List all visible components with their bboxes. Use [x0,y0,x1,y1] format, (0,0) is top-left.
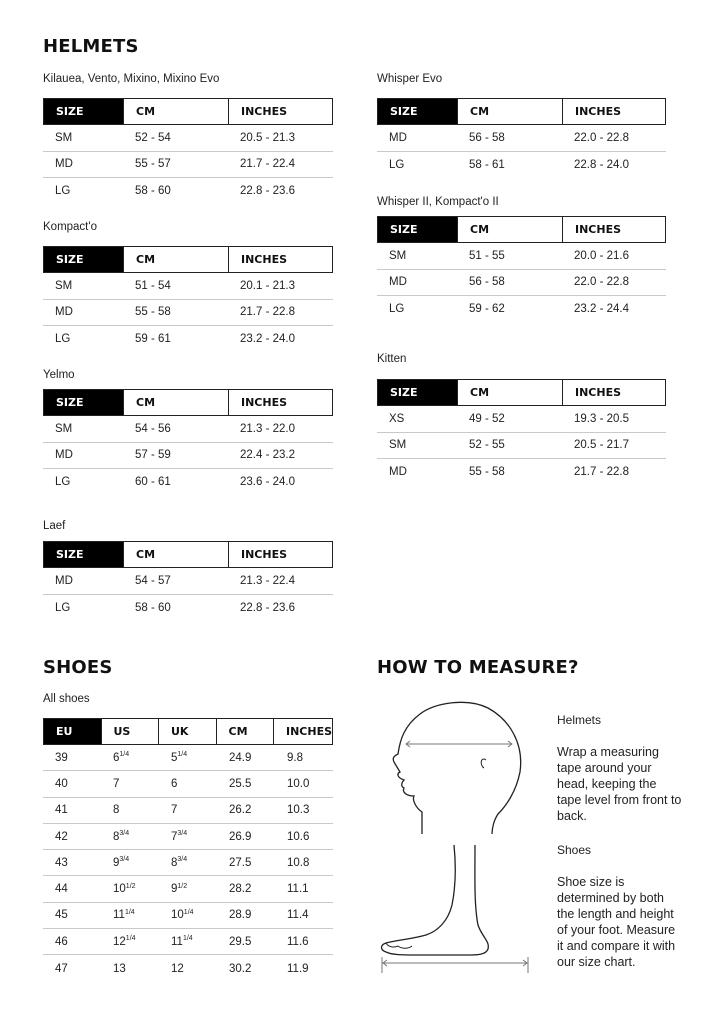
table-cell: 58 - 60 [135,601,171,614]
table-cell: XS [389,412,405,425]
table-cell-eu [43,850,101,875]
value: 10.0 [287,777,310,790]
shoe-size-table [43,718,333,982]
value: 7 [171,804,178,817]
table-cell-inches [275,903,333,928]
helmets-measure-title: Helmets [557,713,602,727]
column-header-size: SIZE [378,380,458,405]
table-cell-eu [43,745,101,770]
table-cell-uk [159,798,217,823]
table-row [43,568,333,595]
table-row [43,955,333,981]
table-cell: 23.6 - 24.0 [240,476,295,489]
fraction: 3/4 [177,830,188,838]
table-row [43,745,333,771]
column-header-cm: CM [124,542,229,567]
table-cell: 57 - 59 [135,449,171,462]
table-cell-inches [275,850,333,875]
table-cell: MD [55,158,73,171]
table-cell: 59 - 61 [135,333,171,346]
table-cell-us [101,824,159,849]
table-row [43,416,333,443]
table-row [43,178,333,205]
column-header-size: SIZE [378,99,458,124]
value: 28.2 [229,883,252,896]
table-cell: 21.7 - 22.8 [574,466,629,479]
table-cell: LG [55,476,71,489]
table-cell-inches [275,876,333,901]
helmet-group-title: Kompact'o [43,221,97,233]
column-header-size: SIZE [378,217,458,242]
value: 41 [55,804,68,817]
table-header [43,246,333,273]
table-cell-us [101,929,159,954]
table-cell-us [101,955,159,981]
table-cell: 55 - 58 [469,466,505,479]
value: 39 [55,751,68,764]
value: 6 [171,777,178,790]
column-header-inches: INCHES [241,105,288,118]
table-cell: 23.2 - 24.0 [240,333,295,346]
table-row [43,469,333,496]
table-cell-us [101,745,159,770]
table-cell-uk [159,903,217,928]
table-cell-cm [217,929,275,954]
helmet-group-title: Whisper Evo [377,73,443,85]
table-row [43,824,333,850]
table-row [43,125,333,152]
column-header-uk: UK [159,719,217,744]
helmet-size-table [377,216,666,323]
table-cell: 20.5 - 21.7 [574,439,629,452]
table-cell: MD [389,276,407,289]
table-row [43,771,333,797]
value: 45 [55,909,68,922]
table-cell: 56 - 58 [469,276,505,289]
table-cell-us [101,798,159,823]
value: 40 [55,777,68,790]
value: 10.8 [287,856,310,869]
table-row [377,125,666,152]
column-header-cm: CM [124,390,229,415]
table-cell: 20.1 - 21.3 [240,279,295,292]
table-cell: 22.0 - 22.8 [574,131,629,144]
helmet-size-table [43,246,333,353]
table-cell-uk [159,824,217,849]
table-cell: SM [389,249,407,262]
table-row [377,243,666,270]
table-row [377,296,666,323]
table-cell: MD [55,306,73,319]
value: 8 [113,804,120,817]
column-header-us: US [102,719,160,744]
column-header-inches: INCHES [241,548,288,561]
table-cell: 55 - 58 [135,306,171,319]
table-cell: 21.3 - 22.4 [240,574,295,587]
table-cell: LG [55,333,71,346]
table-cell: 56 - 58 [469,131,505,144]
value: 46 [55,935,68,948]
value: 11.1 [287,883,309,896]
value: 11 [113,909,125,922]
table-cell-eu [43,824,101,849]
table-cell: 20.5 - 21.3 [240,131,295,144]
table-cell: 55 - 57 [135,158,171,171]
helmets-measure-text: Wrap a measuring tape around your head, keeping the tape level from front to back. [557,745,682,823]
value: 26.9 [229,830,252,843]
table-cell-cm [217,824,275,849]
table-cell: 54 - 57 [135,574,171,587]
table-cell: 59 - 62 [469,303,505,316]
value: 25.5 [229,777,252,790]
helmets-heading: HELMETS [43,36,139,57]
table-cell-cm [217,771,275,796]
table-cell-us [101,903,159,928]
column-header-eu: EU [44,719,102,744]
table-cell-cm [217,798,275,823]
value: 11 [171,935,183,948]
column-header-inches: INCHES [241,396,288,409]
fraction: 1/4 [124,908,135,916]
fraction: 3/4 [119,830,130,838]
value: 10 [113,883,126,896]
helmet-size-table [43,389,333,496]
helmet-size-table [377,98,666,178]
column-header-size: SIZE [44,542,124,567]
table-cell-uk [159,955,217,981]
table-cell: 58 - 61 [469,158,505,171]
table-cell-cm [217,850,275,875]
shoes-measure-title: Shoes [557,843,592,857]
table-cell-eu [43,876,101,901]
value: 5 [171,751,178,764]
value: 9 [171,883,178,896]
shoes-heading: SHOES [43,657,113,678]
table-cell-eu [43,771,101,796]
table-cell: 49 - 52 [469,412,505,425]
table-cell-uk [159,929,217,954]
table-cell-inches [275,798,333,823]
table-row [43,876,333,902]
value: 11.4 [287,909,309,922]
table-row [43,798,333,824]
table-cell: 23.2 - 24.4 [574,303,629,316]
helmet-size-table [43,541,333,621]
value: 28.9 [229,909,252,922]
table-cell: 54 - 56 [135,422,171,435]
shoes-measure-text: Shoe size is determined by both the length and height of your foot. Measure it and compare it with our size chart. [557,875,676,969]
table-row [43,929,333,955]
table-cell-inches [275,771,333,796]
table-cell: SM [389,439,407,452]
table-cell: MD [55,574,73,587]
column-header-inches: INCHES [286,725,333,738]
table-row [43,850,333,876]
helmet-group-title: Laef [43,520,66,532]
table-cell: 21.7 - 22.8 [240,306,295,319]
table-cell: 22.8 - 23.6 [240,601,295,614]
table-cell: MD [389,131,407,144]
table-cell: SM [55,131,73,144]
value: 30.2 [229,962,252,975]
column-header-inches: INCHES [575,223,622,236]
value: 12 [113,935,126,948]
table-row [43,152,333,179]
table-row [43,595,333,622]
fraction: 1/4 [177,751,188,759]
value: 10.6 [287,830,310,843]
table-cell: 20.0 - 21.6 [574,249,629,262]
table-cell-uk [159,771,217,796]
head-measure-illustration [380,700,540,835]
value: 44 [55,883,68,896]
value: 10.3 [287,804,310,817]
shoes-subtitle: All shoes [43,693,90,705]
value: 8 [171,856,178,869]
helmet-size-table [43,98,333,205]
table-cell: 21.7 - 22.4 [240,158,295,171]
column-header-inches: INCHES [575,386,622,399]
column-header-size: SIZE [44,390,124,415]
table-header [377,216,666,243]
table-cell: 60 - 61 [135,476,171,489]
table-row [377,152,666,179]
column-header-inches: INCHES [241,253,288,266]
table-cell: 52 - 55 [469,439,505,452]
table-cell-uk [159,745,217,770]
table-header [377,379,666,406]
value: 9 [113,856,120,869]
table-cell: 51 - 55 [469,249,505,262]
helmet-group-title: Yelmo [43,369,75,381]
table-cell: 21.3 - 22.0 [240,422,295,435]
table-cell-inches [275,745,333,770]
table-cell: 52 - 54 [135,131,171,144]
column-header-cm: CM [458,380,563,405]
table-cell-cm [217,745,275,770]
value: 42 [55,830,68,843]
table-row [377,433,666,460]
table-header [43,389,333,416]
fraction: 1/4 [125,935,136,943]
column-header-size: SIZE [44,247,124,272]
table-cell-inches [275,955,333,981]
table-row [377,270,666,297]
table-row [43,903,333,929]
table-cell: LG [389,158,405,171]
column-header-cm: CM [124,99,229,124]
table-cell: SM [55,279,73,292]
table-cell-inches [275,929,333,954]
table-cell-cm [217,903,275,928]
value: 10 [171,909,184,922]
value: 11.9 [287,962,309,975]
table-row [377,459,666,486]
value: 7 [113,777,120,790]
helmet-group-title: Kilauea, Vento, Mixino, Mixino Evo [43,73,220,85]
table-cell: 19.3 - 20.5 [574,412,629,425]
value: 26.2 [229,804,252,817]
table-cell-us [101,850,159,875]
table-cell-eu [43,798,101,823]
column-header-cm: CM [217,719,275,744]
table-cell-us [101,876,159,901]
table-cell: LG [389,303,405,316]
table-cell: 51 - 54 [135,279,171,292]
value: 47 [55,962,68,975]
column-header-cm: CM [458,217,563,242]
table-row [43,300,333,327]
value: 6 [113,751,120,764]
table-header [43,718,333,745]
fraction: 3/4 [177,856,188,864]
value: 9.8 [287,751,303,764]
fraction: 1/2 [125,882,136,890]
table-header [43,541,333,568]
table-cell: SM [55,422,73,435]
table-cell-inches [275,824,333,849]
foot-measure-illustration [378,845,533,975]
helmet-group-title: Whisper II, Kompact'o II [377,196,499,208]
table-cell: 58 - 60 [135,185,171,198]
table-row [377,406,666,433]
table-header [43,98,333,125]
helmet-group-title: Kitten [377,353,407,365]
table-cell: 22.8 - 24.0 [574,158,629,171]
value: 11.6 [287,935,309,948]
table-cell: LG [55,185,71,198]
table-header [377,98,666,125]
value: 27.5 [229,856,252,869]
table-cell: 22.8 - 23.6 [240,185,295,198]
table-cell-eu [43,955,101,981]
table-cell: LG [55,601,71,614]
column-header-inches: INCHES [575,105,622,118]
value: 8 [113,830,120,843]
table-cell-uk [159,876,217,901]
table-row [43,443,333,470]
value: 13 [113,962,126,975]
fraction: 1/4 [119,751,130,759]
table-cell-eu [43,903,101,928]
fraction: 1/4 [182,935,193,943]
table-cell-uk [159,850,217,875]
helmet-size-table [377,379,666,486]
value: 24.9 [229,751,252,764]
fraction: 3/4 [119,856,130,864]
table-cell: 22.0 - 22.8 [574,276,629,289]
table-row [43,326,333,353]
fraction: 1/2 [177,882,188,890]
fraction: 1/4 [183,908,194,916]
value: 7 [171,830,178,843]
value: 12 [171,962,184,975]
table-cell-cm [217,876,275,901]
table-cell: 22.4 - 23.2 [240,449,295,462]
column-header-cm: CM [458,99,563,124]
value: 43 [55,856,68,869]
table-cell-cm [217,955,275,981]
how-to-measure-heading: HOW TO MEASURE? [377,657,579,678]
value: 29.5 [229,935,252,948]
table-cell: MD [389,466,407,479]
table-cell-eu [43,929,101,954]
column-header-cm: CM [124,247,229,272]
table-cell: MD [55,449,73,462]
column-header-size: SIZE [44,99,124,124]
table-row [43,273,333,300]
table-cell-us [101,771,159,796]
